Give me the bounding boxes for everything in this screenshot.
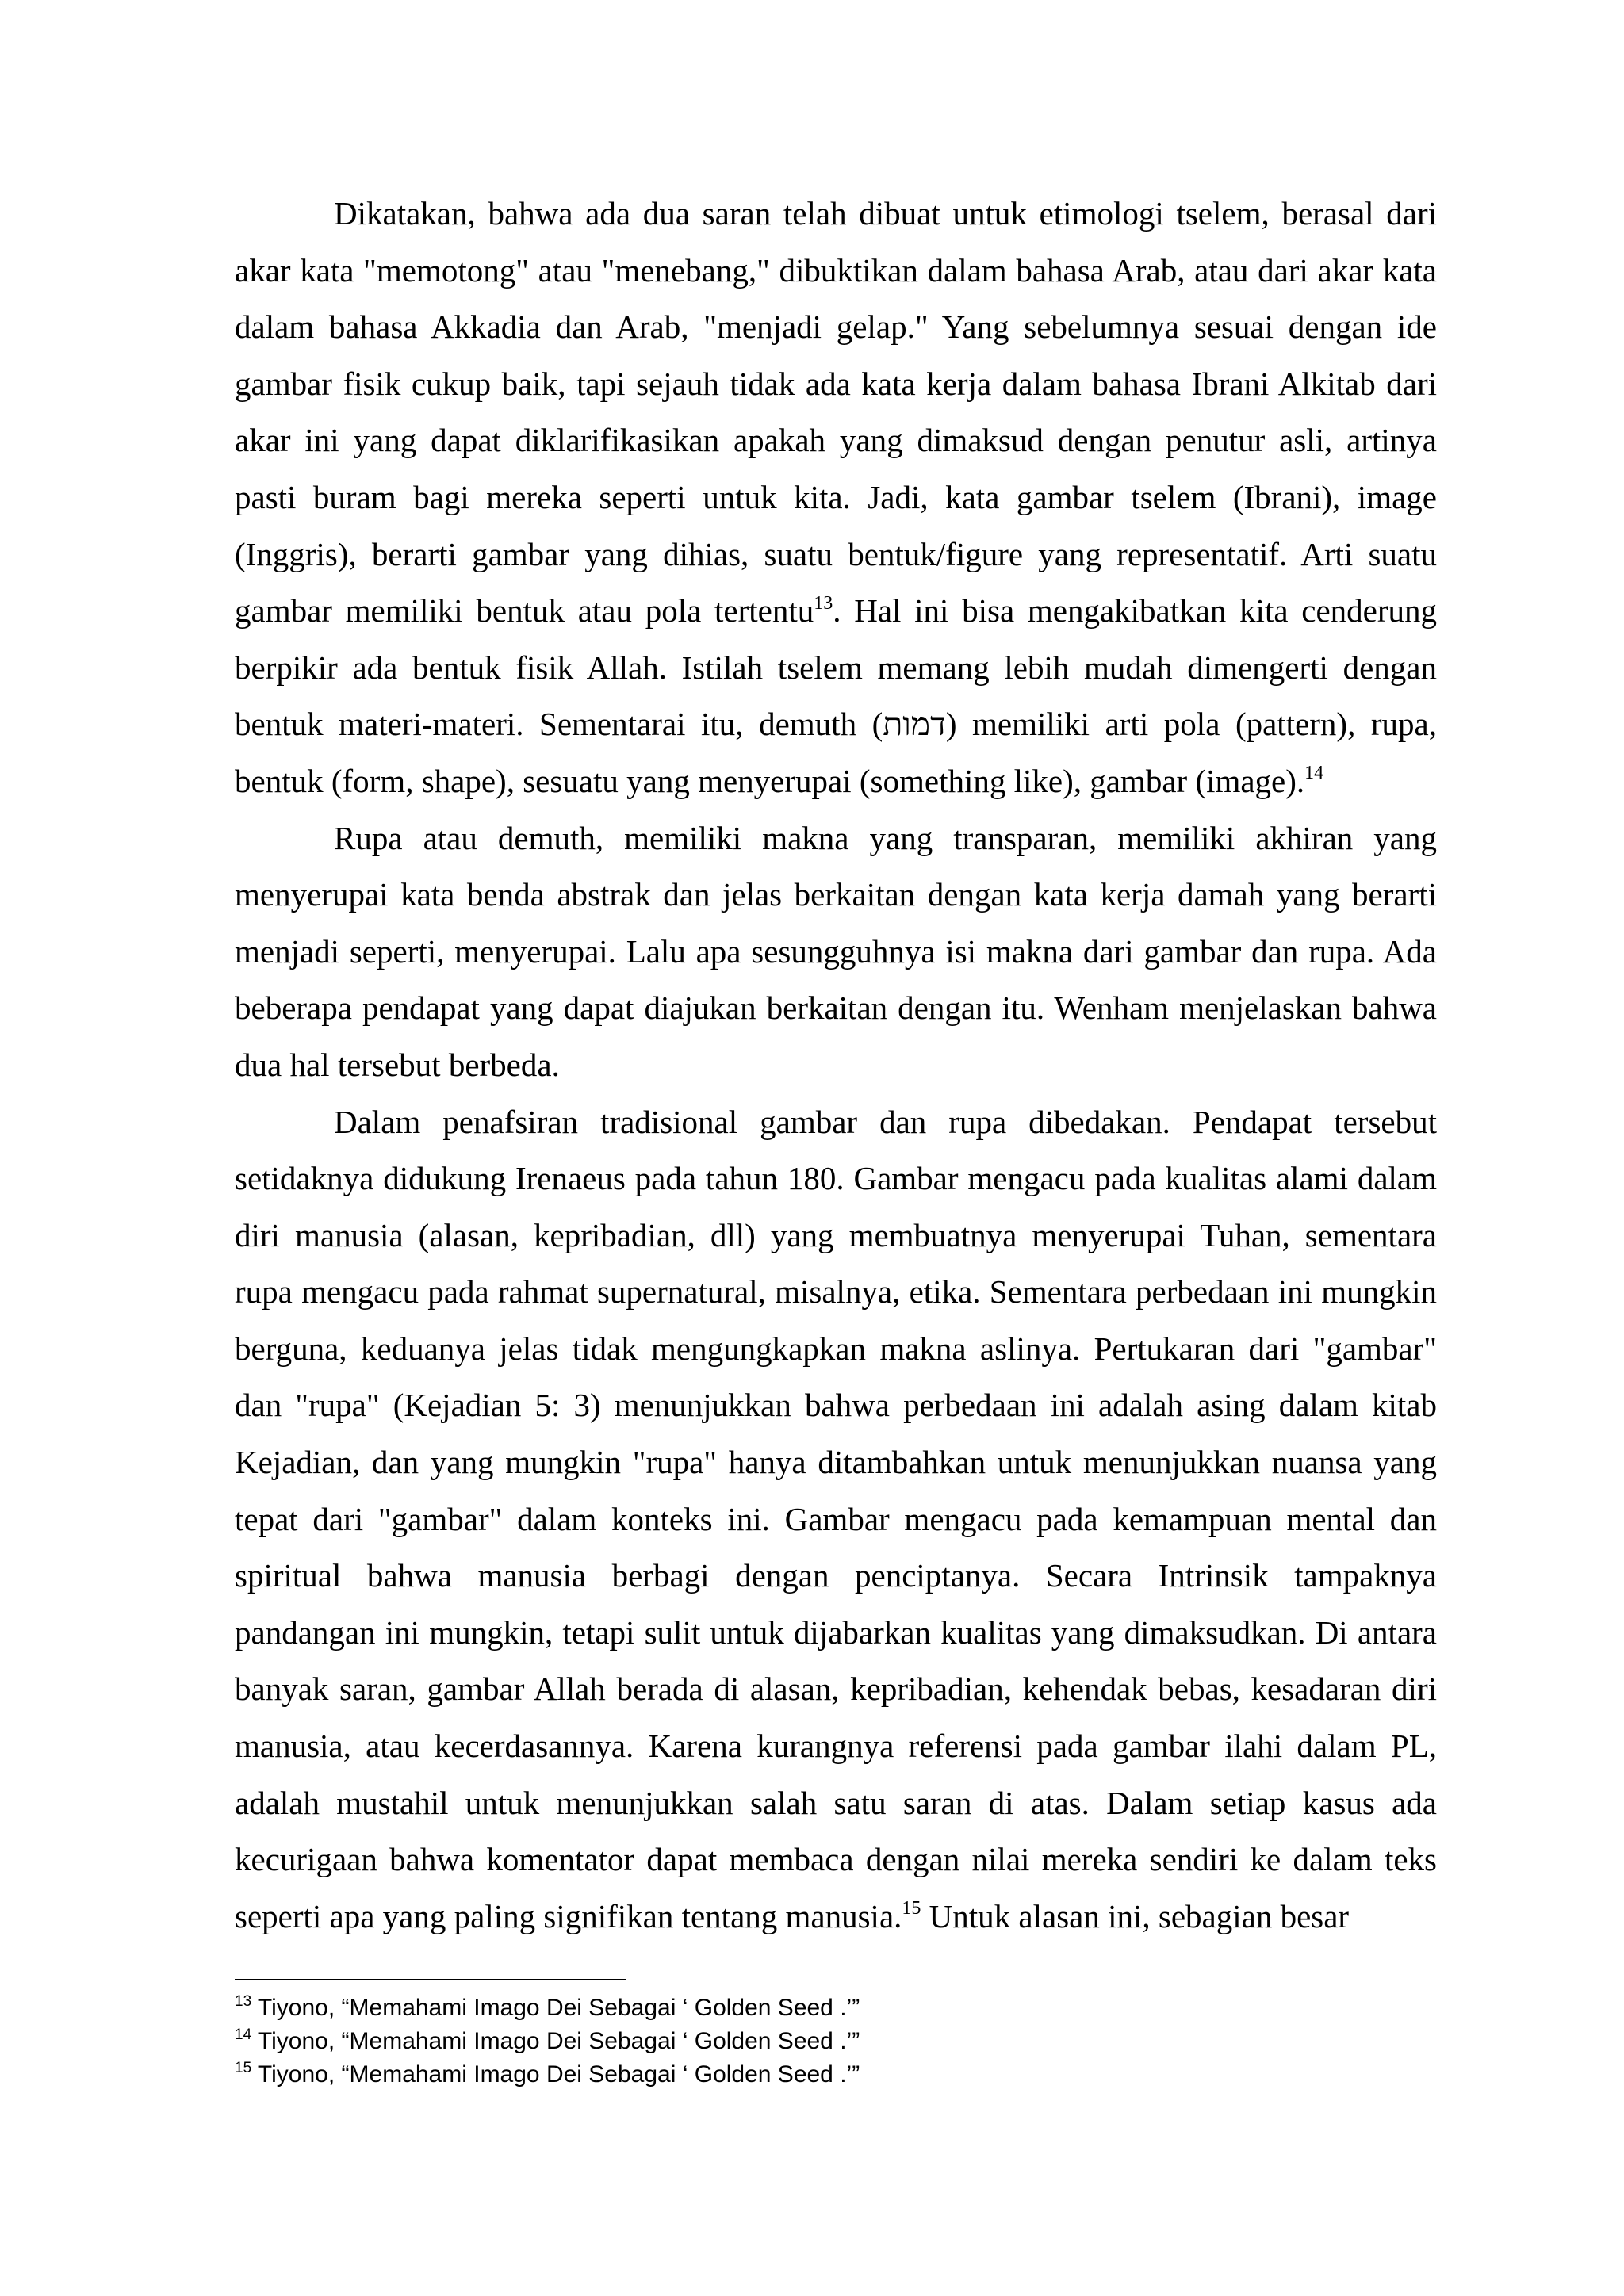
footnote-separator — [235, 1979, 626, 1980]
footnote-text: Tiyono, “Memahami Imago Dei Sebagai ‘ Golden Seed .’” — [251, 2061, 860, 2087]
footnote-number: 13 — [235, 1993, 252, 2010]
footnotes — [235, 1992, 1437, 2091]
paragraph-text: Dikatakan, bahwa ada dua saran telah dibuat untuk etimologi tselem, berasal dari akar kata "memotong" atau "menebang," dibuktikan dalam bahasa Arab, atau dari akar kata dalam bahasa Akkadia dan Arab, "menjadi gelap." Yang sebelumnya sesuai dengan ide gambar fisik cukup baik, tapi sejauh tidak ada kata kerja dalam bahasa Ibrani Alkitab dari akar ini yang dapat diklarifikasikan apakah yang dimaksud dengan penutur asli, artinya pasti buram bagi mereka seperti untuk kita. Jadi, kata gambar tselem (Ibrani), image (Inggris), berarti gambar yang dihias, suatu bentuk/figure yang representatif. Arti suatu gambar memiliki bentuk atau pola tertentu — [235, 195, 1437, 629]
footnote-ref-14[interactable]: 14 — [1304, 763, 1324, 784]
footnote-13 — [235, 1992, 1437, 2025]
footnote-14 — [235, 2025, 1437, 2058]
paragraph-text: . Hal ini bisa mengakibatkan kita cenderung berpikir ada bentuk fisik Allah. Istilah tselem memang lebih mudah dimengerti dengan bentuk materi-materi. Sementarai itu, demuth (דמות) memiliki arti pola (pattern), rupa, bentuk (form, shape), sesuatu yang menyerupai (something like), gambar (image). — [235, 592, 1438, 799]
footnote-ref-13[interactable]: 13 — [814, 592, 833, 614]
paragraph-demuth: Rupa atau demuth, memiliki makna yang transparan, memiliki akhiran yang menyerupai kata benda abstrak dan jelas berkaitan dengan kata kerja damah yang berarti menjadi seperti, menyerupai. Lalu apa sesungguhnya isi makna dari gambar dan rupa. Ada beberapa pendapat yang dapat diajukan berkaitan dengan itu. Wenham menjelaskan bahwa dua hal tersebut berbeda. — [235, 819, 1437, 1083]
footnote-text: Tiyono, “Memahami Imago Dei Sebagai ‘ Golden Seed .’” — [251, 1995, 860, 2021]
footnote-number: 15 — [235, 2060, 252, 2076]
footnote-text: Tiyono, “Memahami Imago Dei Sebagai ‘ Golden Seed .’” — [251, 2028, 860, 2054]
paragraph-etymology — [235, 186, 1437, 810]
paragraph-traditional-interpretation — [235, 1094, 1437, 1946]
paragraph-text: Dalam penafsiran tradisional gambar dan rupa dibedakan. Pendapat tersebut setidaknya didukung Irenaeus pada tahun 180. Gambar mengacu pada kualitas alami dalam diri manusia (alasan, kepribadian, dll) yang membuatnya menyerupai Tuhan, sementara rupa mengacu pada rahmat supernatural, misalnya, etika. Sementara perbedaan ini mungkin berguna, keduanya jelas tidak mengungkapkan makna aslinya. Pertukaran dari "gambar" dan "rupa" (Kejadian 5: 3) menunjukkan bahwa perbedaan ini adalah asing dalam kitab Kejadian, dan yang mungkin "rupa" hanya ditambahkan untuk menunjukkan nuansa yang tepat dari "gambar" dalam konteks ini. Gambar mengacu pada kemampuan mental dan spiritual bahwa manusia berbagi dengan penciptanya. Secara Intrinsik tampaknya pandangan ini mungkin, tetapi sulit untuk dijabarkan kualitas yang dimaksudkan. Di antara banyak saran, gambar Allah berada di alasan, kepribadian, kehendak bebas, kesadaran diri manusia, atau kecerdasannya. Karena kurangnya referensi pada gambar ilahi dalam PL, adalah mustahil untuk menunjukkan salah satu saran di atas. Dalam setiap kasus ada kecurigaan bahwa komentator dapat membaca dengan nilai mereka sendiri ke dalam teks seperti apa yang paling signifikan tentang manusia. — [235, 1103, 1437, 1934]
footnote-number: 14 — [235, 2026, 252, 2043]
footnote-ref-15[interactable]: 15 — [902, 1898, 921, 1919]
footnote-15 — [235, 2058, 1437, 2091]
paragraph-text: Untuk alasan ini, sebagian besar — [921, 1897, 1350, 1934]
body-text — [235, 186, 1437, 1945]
